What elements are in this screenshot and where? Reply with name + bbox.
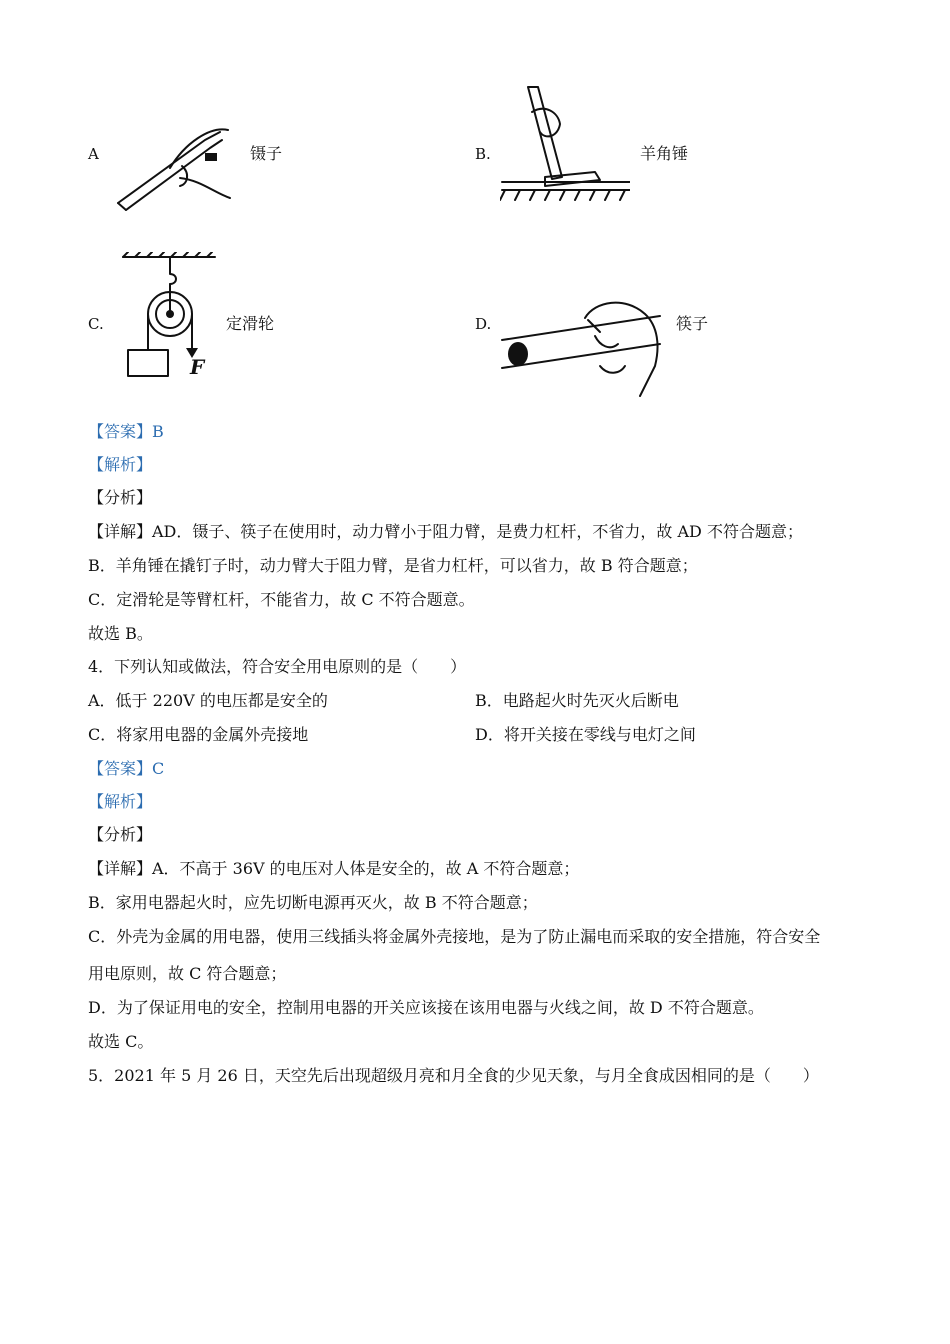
- chopsticks-figure: [500, 296, 665, 400]
- q3-detail-line: B．羊角锤在撬钉子时，动力臂大于阻力臂，是省力杠杆，可以省力，故 B 符合题意；: [88, 556, 698, 575]
- tweezers-figure: [110, 118, 240, 218]
- q3-detail-line: 【详解】AD．镊子、筷子在使用时，动力臂小于阻力臂，是费力杠杆，不省力，故 AD 不符合题意；: [88, 522, 803, 541]
- q3-answer: 【答案】B: [88, 422, 164, 441]
- force-label-f: F: [190, 355, 205, 379]
- option-c-label: 定滑轮: [226, 314, 275, 333]
- option-a-letter: A: [88, 145, 99, 163]
- q4-answer: 【答案】C: [88, 759, 165, 778]
- option-a-label: 镊子: [250, 144, 283, 163]
- fixed-pulley-figure: [120, 252, 220, 380]
- q4-option-c: C．将家用电器的金属外壳接地: [88, 725, 309, 744]
- q4-detail-line: 故选 C。: [88, 1032, 154, 1051]
- q4-detail-line: 【详解】A．不高于 36V 的电压对人体是安全的，故 A 不符合题意；: [88, 859, 580, 878]
- q4-detail-line: 用电原则，故 C 符合题意；: [88, 964, 287, 983]
- q5-question: 5．2021 年 5 月 26 日，天空先后出现超级月亮和月全食的少见天象，与月全食成因相同的是（ ）: [88, 1066, 819, 1085]
- q4-option-b: B．电路起火时先灭火后断电: [475, 691, 679, 710]
- option-c-letter: C.: [88, 315, 104, 333]
- q3-detail-line: C．定滑轮是等臂杠杆，不能省力，故 C 不符合题意。: [88, 590, 475, 609]
- q3-detail-line: 故选 B。: [88, 624, 153, 643]
- q4-detail-line: C．外壳为金属的用电器，使用三线插头将金属外壳接地，是为了防止漏电而采取的安全措施，符合安全: [88, 927, 821, 946]
- q3-analysis-header: 【解析】: [88, 455, 153, 474]
- q4-option-d: D．将开关接在零线与电灯之间: [475, 725, 696, 744]
- q4-detail-line: B．家用电器起火时，应先切断电源再灭火，故 B 不符合题意；: [88, 893, 538, 912]
- q4-option-a: A．低于 220V 的电压都是安全的: [88, 691, 328, 710]
- option-b-letter: B.: [475, 145, 491, 163]
- option-d-letter: D.: [475, 315, 492, 333]
- claw-hammer-figure: [500, 82, 630, 212]
- q4-question: 4．下列认知或做法，符合安全用电原则的是（ ）: [88, 657, 467, 676]
- q4-fenxi: 【分析】: [88, 825, 153, 844]
- q4-analysis-header: 【解析】: [88, 792, 153, 811]
- q3-fenxi: 【分析】: [88, 488, 153, 507]
- option-d-label: 筷子: [676, 314, 709, 333]
- q4-detail-line: D．为了保证用电的安全，控制用电器的开关应该接在该用电器与火线之间，故 D 不符合题意。: [88, 998, 764, 1017]
- option-b-label: 羊角锤: [640, 144, 689, 163]
